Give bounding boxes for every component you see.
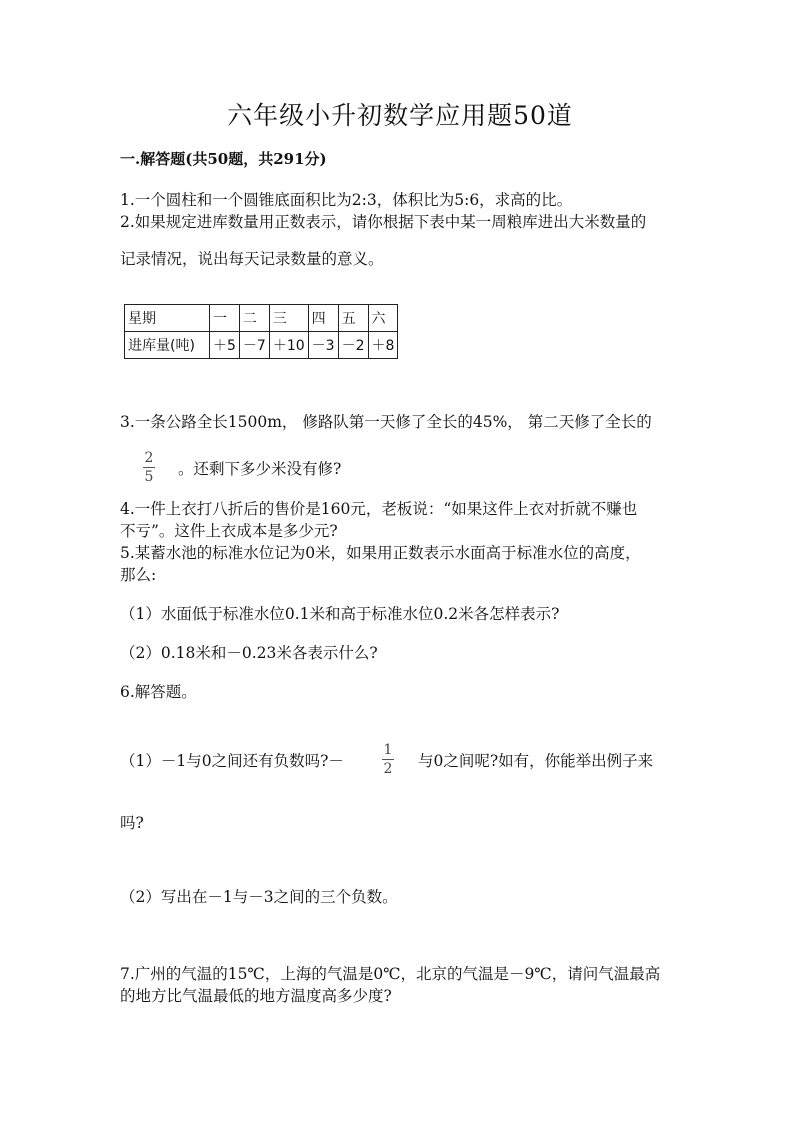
table-cell: －3: [308, 332, 338, 359]
table-cell: 二: [239, 305, 269, 332]
table-cell: 进库量(吨): [125, 332, 210, 359]
grain-record-table: [124, 304, 398, 359]
question-7-line-2: 的地方比气温最低的地方温度高多少度?: [120, 987, 392, 1005]
table-cell: ＋5: [210, 332, 240, 359]
table-cell: 一: [210, 305, 240, 332]
question-6: 6.解答题。: [120, 683, 197, 701]
table-cell: ＋8: [368, 332, 398, 359]
table-cell: 六: [368, 305, 398, 332]
question-5-line-1: 5.某蓄水池的标准水位记为0米，如果用正数表示水面高于标准水位的高度，: [120, 544, 641, 562]
question-5-line-2: 那么:: [120, 566, 157, 584]
table-cell: 三: [269, 305, 308, 332]
question-2-line-2: 记录情况，说出每天记录数量的意义。: [120, 250, 384, 268]
question-5-sub-2: （2）0.18米和－0.23米各表示什么?: [120, 644, 378, 662]
section-heading: 一.解答题(共50题，共291分): [120, 150, 327, 168]
table-row: [125, 332, 398, 359]
question-7-line-1: 7.广州的气温的15℃，上海的气温是0℃，北京的气温是－9℃，请问气温最高: [120, 965, 661, 983]
question-3-line-2: 。还剩下多少米没有修?: [178, 460, 342, 478]
question-6-sub-1-part-c: 吗?: [120, 814, 144, 832]
fraction-one-half: [382, 742, 394, 777]
question-6-sub-1-part-b: 与0之间呢?如有，你能举出例子来: [418, 752, 654, 770]
fraction-numerator: 1: [383, 742, 393, 758]
question-6-sub-2: （2）写出在－1与－3之间的三个负数。: [120, 888, 398, 906]
table-cell: 五: [338, 305, 368, 332]
table-cell: ＋10: [269, 332, 308, 359]
table-row: [125, 305, 398, 332]
question-6-sub-1-part-a: （1）－1与0之间还有负数吗?－: [120, 752, 344, 770]
page-title: 六年级小升初数学应用题50道: [227, 101, 573, 130]
question-2-line-1: 2.如果规定进库数量用正数表示，请你根据下表中某一周粮库进出大米数量的: [120, 213, 647, 231]
table-cell: －7: [239, 332, 269, 359]
fraction-numerator: 2: [144, 450, 154, 466]
table-cell: 星期: [125, 305, 210, 332]
question-4-line-2: 不亏”。这件上衣成本是多少元?: [120, 522, 338, 540]
question-5-sub-1: （1）水面低于标准水位0.1米和高于标准水位0.2米各怎样表示?: [120, 605, 560, 623]
table-cell: 四: [308, 305, 338, 332]
question-4-line-1: 4.一件上衣打八折后的售价是160元，老板说：“如果这件上衣对折就不赚也: [120, 500, 638, 518]
table-cell: －2: [338, 332, 368, 359]
fraction-denominator: 2: [383, 761, 393, 777]
fraction-two-fifths: [143, 450, 155, 485]
fraction-bar: [382, 759, 394, 760]
question-3-line-1: 3.一条公路全长1500m， 修路队第一天修了全长的45%， 第二天修了全长的: [120, 413, 652, 431]
question-1: 1.一个圆柱和一个圆锥底面积比为2:3，体积比为5:6，求高的比。: [120, 191, 573, 209]
fraction-bar: [143, 467, 155, 468]
fraction-denominator: 5: [144, 469, 154, 485]
